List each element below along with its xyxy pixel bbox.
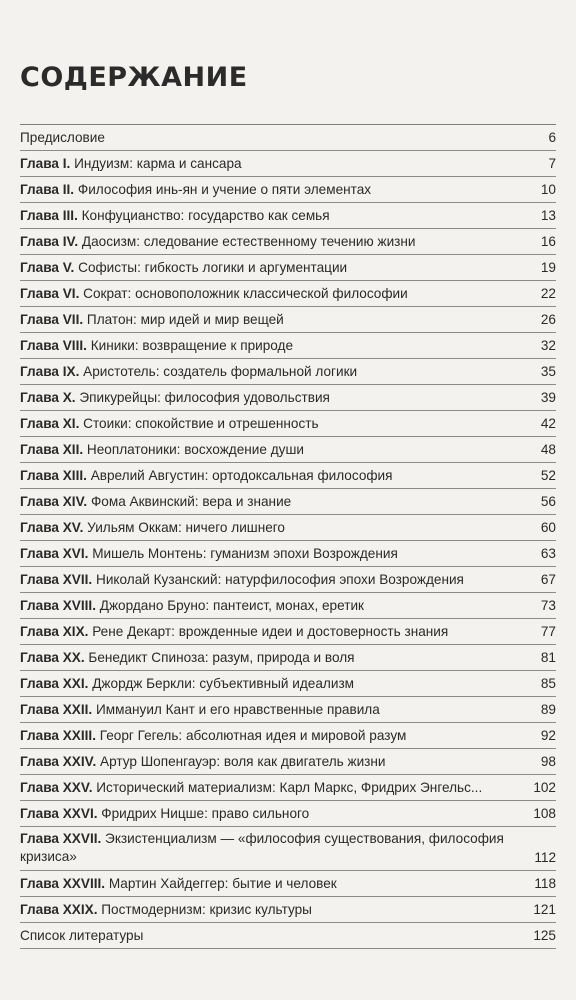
toc-entry — [20, 897, 556, 923]
toc-entry — [20, 541, 556, 567]
chapter-title: Мишель Монтень: гуманизм эпохи Возрождения — [88, 545, 398, 561]
chapter-title: Джордж Беркли: субъективный идеализм — [88, 675, 355, 691]
chapter-number: Глава III. — [20, 207, 78, 223]
chapter-number: Глава XXI. — [20, 675, 89, 691]
chapter-number: Глава VI. — [20, 285, 80, 301]
page-number: 10 — [540, 181, 556, 197]
chapter-number: Глава V. — [20, 259, 75, 275]
chapter-title: Постмодернизм: кризис культуры — [97, 901, 312, 917]
toc-entry-text — [20, 442, 522, 458]
toc-entry — [20, 255, 556, 281]
chapter-number: Глава XXVI. — [20, 805, 98, 821]
chapter-title: Георг Гегель: абсолютная идея и мировой разум — [95, 727, 407, 743]
toc-entry — [20, 697, 556, 723]
toc-entry-text — [20, 260, 522, 276]
page-number: 118 — [534, 875, 556, 891]
page-number: 26 — [540, 311, 556, 327]
page-number: 85 — [540, 675, 556, 691]
toc-entry-text — [20, 520, 522, 536]
chapter-number: Глава II. — [20, 181, 75, 197]
chapter-title: Рене Декарт: врожденные идеи и достоверность знания — [88, 623, 449, 639]
page-number: 13 — [540, 207, 556, 223]
toc-entry — [20, 229, 556, 255]
toc-entry-text — [20, 624, 522, 640]
chapter-title: Неоплатоники: восхождение души — [83, 441, 304, 457]
page-number: 67 — [540, 571, 556, 587]
page-number: 73 — [540, 597, 556, 613]
chapter-number: Глава XV. — [20, 519, 84, 535]
toc-entry — [20, 125, 556, 151]
page-number: 52 — [540, 467, 556, 483]
chapter-number: Глава IX. — [20, 363, 80, 379]
chapter-number: Глава XIII. — [20, 467, 87, 483]
page-number: 7 — [548, 155, 556, 171]
toc-entry-text — [20, 208, 522, 224]
chapter-title: Платон: мир идей и мир вещей — [83, 311, 284, 327]
toc-entry — [20, 437, 556, 463]
toc-entry-text — [20, 830, 522, 866]
chapter-number: Глава I. — [20, 155, 71, 171]
toc-entry-text — [20, 130, 522, 146]
chapter-number: Глава XII. — [20, 441, 84, 457]
toc-entry-text — [20, 234, 522, 250]
toc-entry — [20, 567, 556, 593]
toc-entry-text — [20, 728, 522, 744]
chapter-number: Глава XXVII. — [20, 831, 102, 846]
chapter-title: Стоики: спокойствие и отрешенность — [79, 415, 319, 431]
chapter-title: Сократ: основоположник классической философии — [79, 285, 408, 301]
toc-entry — [20, 411, 556, 437]
chapter-title: Философия инь-ян и учение о пяти элементах — [74, 181, 372, 197]
toc-entry-text — [20, 364, 522, 380]
toc-entry-text — [20, 312, 522, 328]
toc-entry-text — [20, 390, 522, 406]
chapter-title: Конфуцианство: государство как семья — [77, 207, 330, 223]
chapter-number: Глава VII. — [20, 311, 84, 327]
chapter-title: Уильям Оккам: ничего лишнего — [83, 519, 285, 535]
page-number: 102 — [533, 779, 556, 795]
toc-entry — [20, 775, 556, 801]
toc-entry-text — [20, 546, 522, 562]
page-number: 22 — [540, 285, 556, 301]
chapter-number: Глава XI. — [20, 415, 80, 431]
chapter-title: Список литературы — [20, 927, 144, 943]
toc-entry — [20, 151, 556, 177]
chapter-title: Аристотель: создатель формальной логики — [79, 363, 358, 379]
chapter-title: Фридрих Ницше: право сильного — [97, 805, 310, 821]
toc-entry-text — [20, 182, 522, 198]
toc-entry — [20, 359, 556, 385]
chapter-number: Глава XXIII. — [20, 727, 96, 743]
chapter-number: Глава XXIX. — [20, 901, 98, 917]
chapter-number: Глава XVII. — [20, 571, 93, 587]
chapter-title: Софисты: гибкость логики и аргументации — [74, 259, 348, 275]
page-number: 16 — [540, 233, 556, 249]
toc-entry — [20, 515, 556, 541]
toc-entry — [20, 489, 556, 515]
chapter-title: Артур Шопенгауэр: воля как двигатель жизни — [96, 753, 386, 769]
toc-entry — [20, 281, 556, 307]
toc-entry — [20, 923, 556, 949]
toc-entry — [20, 645, 556, 671]
toc-entry-text — [20, 650, 522, 666]
page-number: 6 — [548, 129, 556, 145]
toc-entry-text — [20, 494, 522, 510]
toc-entry-text — [20, 780, 522, 796]
chapter-title: Джордано Бруно: пантеист, монах, еретик — [95, 597, 364, 613]
toc-entry-text — [20, 676, 522, 692]
toc-entry-text — [20, 754, 522, 770]
toc-entry — [20, 801, 556, 827]
chapter-title: Фома Аквинский: вера и знание — [87, 493, 292, 509]
chapter-number: Глава XXVIII. — [20, 875, 106, 891]
toc-entry — [20, 307, 556, 333]
toc-entry-text — [20, 806, 522, 822]
chapter-number: Глава IV. — [20, 233, 79, 249]
page-number: 32 — [540, 337, 556, 353]
page-title: СОДЕРЖАНИЕ — [20, 62, 248, 93]
toc-entry-text — [20, 468, 522, 484]
toc-entry — [20, 593, 556, 619]
toc-entry — [20, 333, 556, 359]
page-number: 121 — [533, 901, 556, 917]
page-number: 89 — [540, 701, 556, 717]
toc-entry — [20, 871, 556, 897]
chapter-title: Исторический материализм: Карл Маркс, Фридрих Энгельс... — [92, 779, 483, 795]
page-number: 77 — [540, 623, 556, 639]
page-number: 35 — [540, 363, 556, 379]
chapter-number: Глава XXV. — [20, 779, 93, 795]
table-of-contents — [20, 125, 556, 949]
chapter-title: Даосизм: следование естественному течению жизни — [78, 233, 416, 249]
toc-entry-text — [20, 286, 522, 302]
chapter-title: Николай Кузанский: натурфилософия эпохи Возрождения — [92, 571, 464, 587]
toc-entry — [20, 203, 556, 229]
page-number: 98 — [540, 753, 556, 769]
chapter-number: Глава XVI. — [20, 545, 89, 561]
chapter-title: Мартин Хайдеггер: бытие и человек — [105, 875, 337, 891]
chapter-number: Глава XXIV. — [20, 753, 97, 769]
toc-entry-text — [20, 598, 522, 614]
chapter-title: Предисловие — [20, 129, 105, 145]
page-number: 112 — [534, 850, 556, 865]
chapter-number: Глава XIX. — [20, 623, 89, 639]
page-number: 125 — [533, 927, 556, 943]
chapter-number: Глава XX. — [20, 649, 85, 665]
page-number: 42 — [540, 415, 556, 431]
chapter-title: Аврелий Августин: ортодоксальная философия — [86, 467, 393, 483]
toc-entry — [20, 619, 556, 645]
chapter-number: Глава XVIII. — [20, 597, 96, 613]
toc-entry — [20, 177, 556, 203]
chapter-title: Индуизм: карма и сансара — [70, 155, 242, 171]
page-number: 48 — [540, 441, 556, 457]
toc-entry-text — [20, 928, 522, 944]
toc-entry-text — [20, 156, 522, 172]
chapter-title: Иммануил Кант и его нравственные правила — [92, 701, 380, 717]
page-number: 60 — [540, 519, 556, 535]
page-number: 81 — [540, 649, 556, 665]
toc-entry-text — [20, 902, 522, 918]
toc-entry-text — [20, 572, 522, 588]
chapter-number: Глава XXII. — [20, 701, 93, 717]
page-number: 39 — [540, 389, 556, 405]
chapter-title: Киники: возвращение к природе — [86, 337, 294, 353]
chapter-number: Глава VIII. — [20, 337, 87, 353]
page-number: 19 — [540, 259, 556, 275]
toc-entry-text — [20, 702, 522, 718]
page-number: 108 — [533, 805, 556, 821]
chapter-title: Эпикурейцы: философия удовольствия — [75, 389, 330, 405]
toc-entry-text — [20, 338, 522, 354]
toc-entry — [20, 463, 556, 489]
toc-entry — [20, 671, 556, 697]
chapter-title: Экзистенциализм — «философия существования, философия кризиса» — [20, 831, 504, 864]
page-number: 56 — [540, 493, 556, 509]
toc-entry — [20, 749, 556, 775]
toc-entry-text — [20, 876, 522, 892]
toc-entry — [20, 385, 556, 411]
chapter-number: Глава XIV. — [20, 493, 88, 509]
page-number: 92 — [540, 727, 556, 743]
toc-entry-text — [20, 416, 522, 432]
toc-entry — [20, 827, 556, 871]
toc-entry — [20, 723, 556, 749]
page-number: 63 — [540, 545, 556, 561]
chapter-title: Бенедикт Спиноза: разум, природа и воля — [84, 649, 355, 665]
chapter-number: Глава X. — [20, 389, 76, 405]
